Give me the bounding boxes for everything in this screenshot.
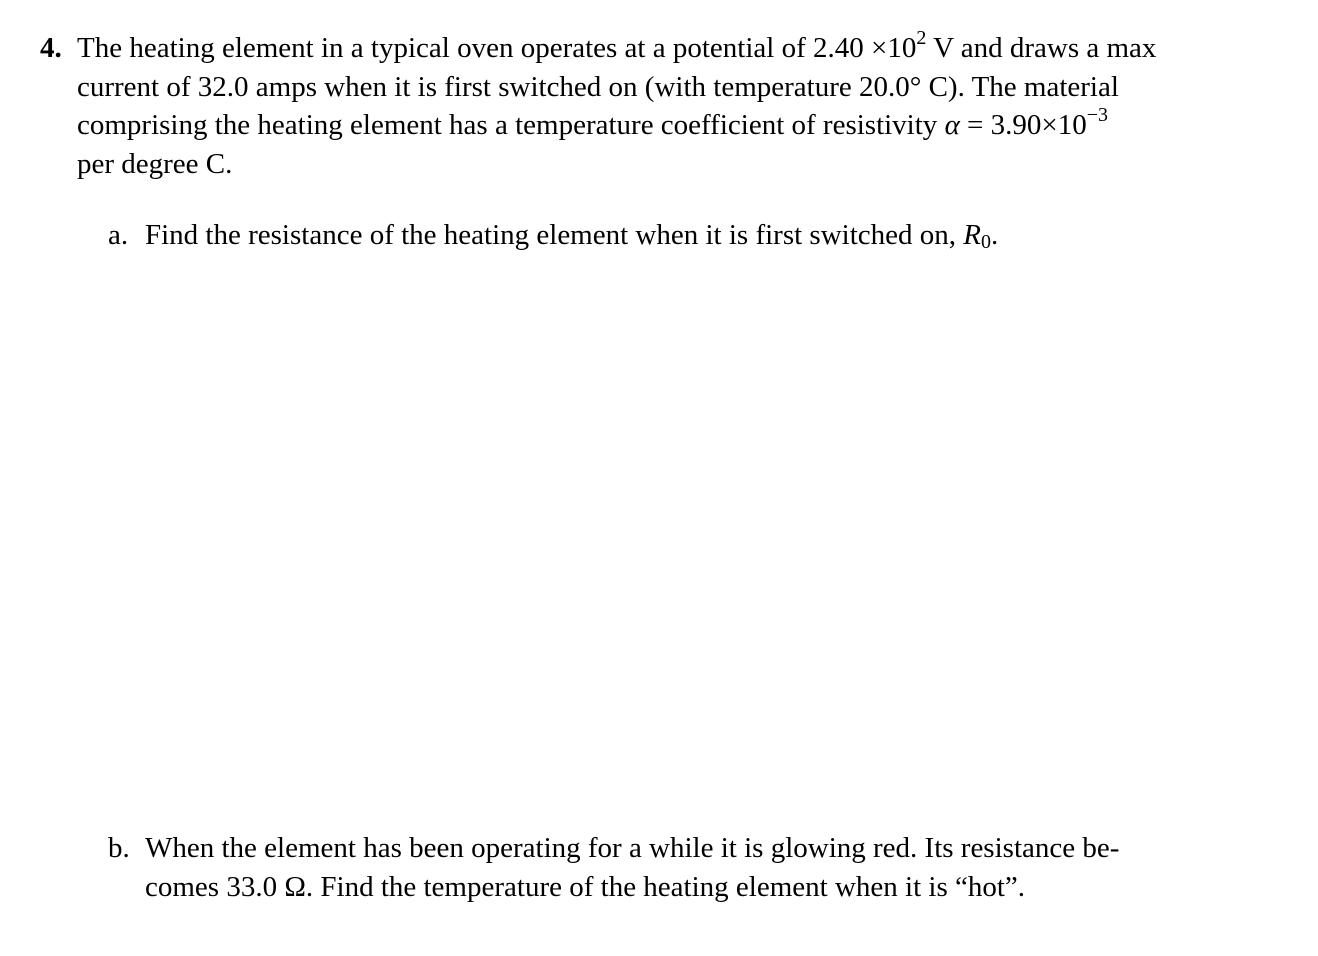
problem-4	[40, 29, 1235, 183]
part-b-question	[145, 829, 1235, 906]
part-b-label: b.	[108, 832, 130, 864]
part-a	[108, 216, 998, 255]
problem-line-4: per degree C.	[77, 147, 233, 180]
exponent-alpha: −3	[1086, 104, 1109, 127]
part-b-line-1: When the element has been operating for a while it is glowing red. Its resistance be-	[145, 832, 1120, 864]
r0-subscript: 0	[980, 231, 991, 253]
part-a-period: .	[990, 219, 999, 251]
problem-number: 4.	[40, 32, 62, 64]
problem-line-2: current of 32.0 amps when it is first switched on (with temperature 20.0° C). The material	[77, 70, 1119, 103]
problem-statement	[77, 29, 1235, 183]
r0-variable: R	[963, 219, 981, 251]
part-a-label: a.	[108, 219, 129, 251]
problem-line-1	[77, 29, 1235, 68]
part-b-line-2: comes 33.0 Ω. Find the temperature of the heating element when it is “hot”.	[145, 870, 1026, 903]
problem-line-3	[77, 106, 1235, 145]
exponent-voltage: 2	[916, 27, 927, 50]
part-a-question	[145, 216, 998, 255]
problem-line-3-value: = 3.90×10	[959, 109, 1087, 141]
part-a-text: Find the resistance of the heating element when it is first switched on,	[145, 219, 964, 251]
problem-line-1-tail: V and draws a max	[926, 32, 1157, 64]
problem-line-1-text: The heating element in a typical oven operates at a potential of 2.40 ×10	[77, 32, 917, 64]
part-b	[108, 829, 1235, 906]
problem-line-3-text: comprising the heating element has a temperature coefficient of resistivity	[77, 109, 945, 141]
alpha-symbol: α	[944, 109, 960, 141]
